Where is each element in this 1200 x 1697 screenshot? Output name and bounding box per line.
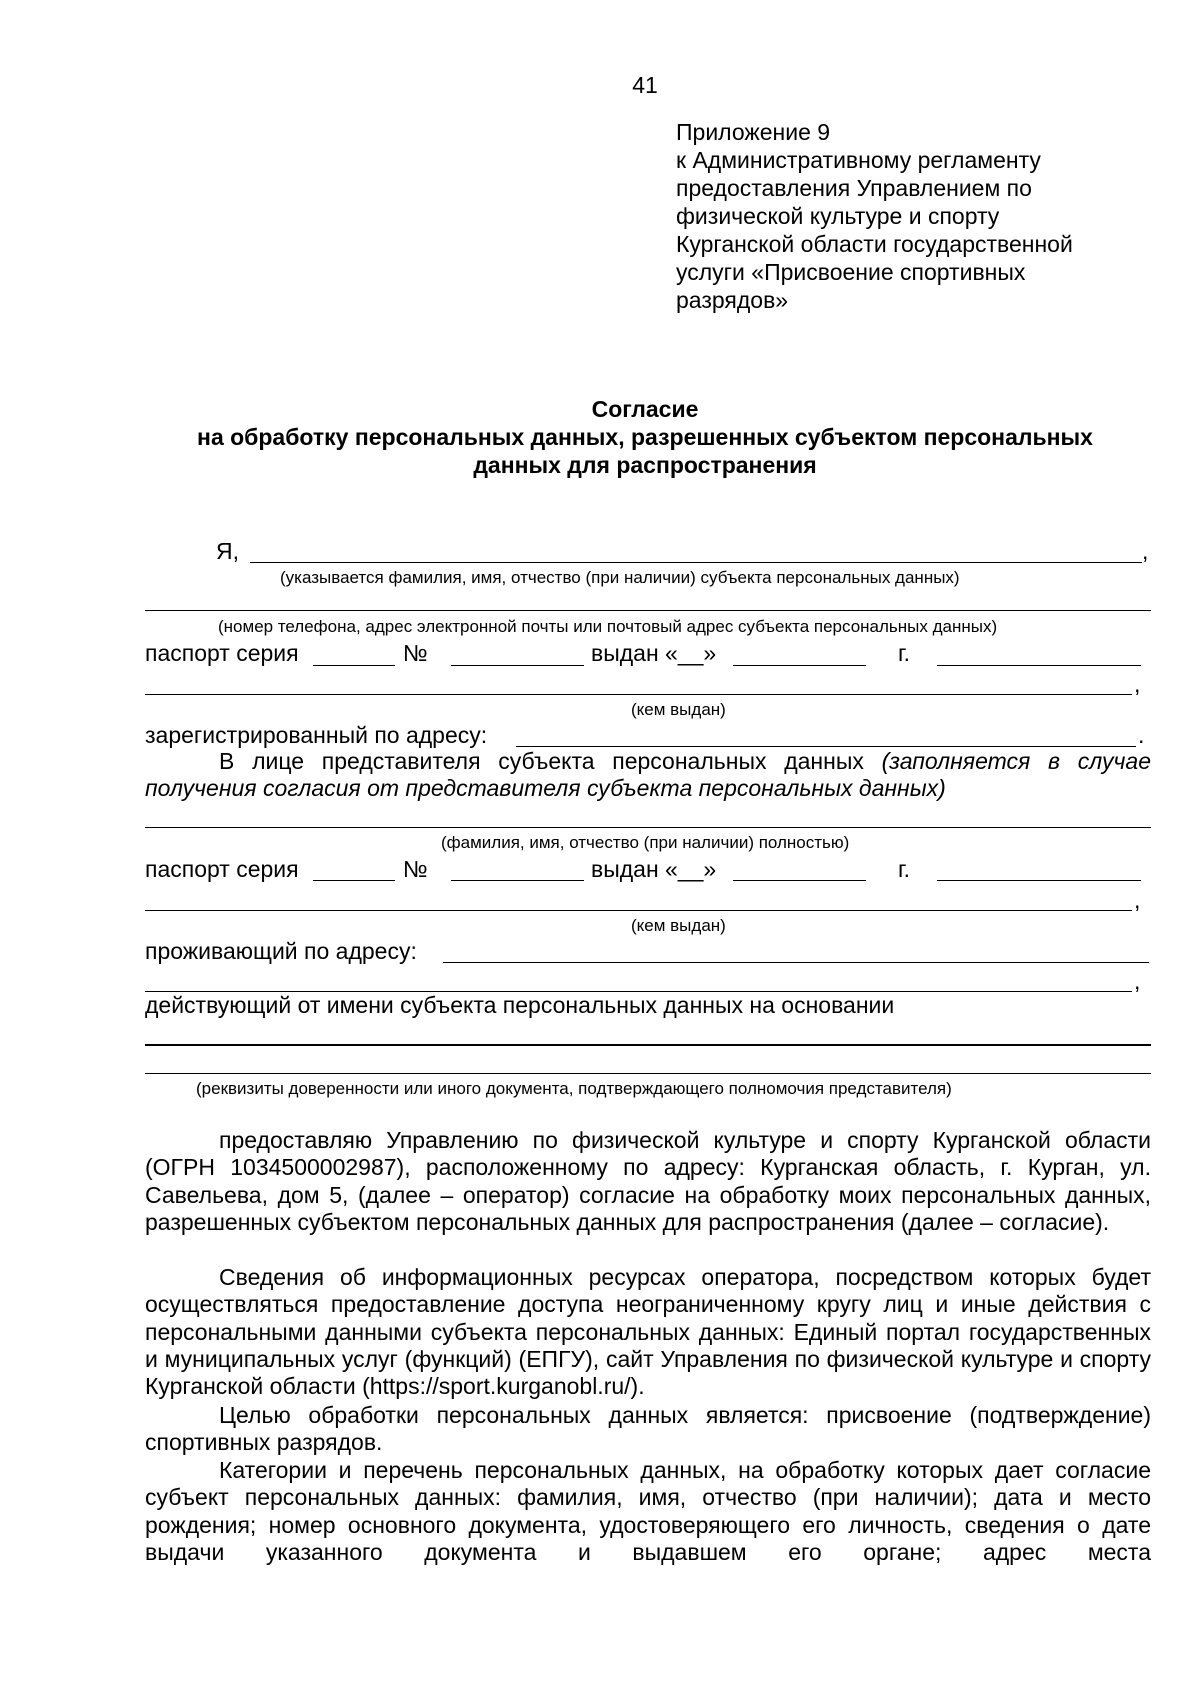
comma: , [1134,887,1141,913]
rep-issued-by-caption: (кем выдан) [631,916,726,935]
body-paragraph-1: предоставляю Управлению по физической культуре и спорту Курганской области (ОГРН 1034500002987), расположенному по адресу: Курганская область, г. Курган, ул. Савельева, дом 5, (далее – оператор) согласие на обработку моих персональных данных, разрешенных субъектом персональных данных для распространения (далее – согласие). [145,1127,1151,1235]
number-sign: № [403,640,428,666]
contacts-line[interactable] [145,610,1151,611]
appendix-line: разрядов» [676,287,789,313]
passport-number-line[interactable] [451,665,584,666]
registered-address-line[interactable] [516,746,1136,747]
rep-issued-date-line[interactable] [733,880,866,881]
issued-date-line[interactable] [733,665,866,666]
fio-line[interactable] [250,562,1142,563]
issued-by-caption: (кем выдан) [631,700,726,719]
body-paragraph-4: Категории и перечень персональных данных, на обработку которых дает согласие субъект персональных данных: фамилия, имя, отчество (при наличии); дата и место рождения; номер основного документа, удостоверяющего его личность, сведения о дате выдачи указанного документа и выдавшем его органе; адрес места [145,1457,1151,1565]
power-of-attorney-line[interactable] [145,1044,1151,1046]
rep-passport-series-line[interactable] [313,880,395,881]
appendix-line: Приложение 9 [676,119,831,145]
document-title [145,395,1145,479]
comma: , [1134,968,1141,994]
issued-label: выдан «__» [591,640,717,666]
registered-label: зарегистрированный по адресу: [145,722,488,748]
fio-caption: (указывается фамилия, имя, отчество (при наличии) субъекта персональных данных) [280,568,960,587]
rep-passport-number-line[interactable] [451,880,584,881]
rep-issued-year-line[interactable] [937,880,1141,881]
passport-label: паспорт серия [145,640,299,666]
title-line: данных для распространения [473,452,817,478]
title-line: Согласие [591,396,699,422]
body-paragraph-2: Сведения об информационных ресурсах оператора, посредством которых будет осуществляться предоставление доступа неограниченному кругу лиц и иные действия с персональными данными субъекта персональных данных: Единый портал государственных и муниципальных услуг (функций) (ЕПГУ), сайт Управления по физической культуре и спорту Курганской области (https://sport.kurganobl.ru/). [145,1264,1151,1400]
title-line: на обработку персональных данных, разрешенных субъектом персональных [197,424,1093,450]
appendix-line: к Административному регламенту [676,147,1041,173]
acting-label: действующий от имени субъекта персональных данных на основании [145,992,895,1018]
rep-issued-by-line[interactable] [145,910,1132,911]
comma: , [1142,538,1149,564]
year-label: г. [898,640,910,666]
representative-paragraph [145,748,1151,803]
ya-label: Я, [216,538,239,564]
page-number: 41 [632,72,658,98]
year-label: г. [898,856,910,882]
comma: , [1134,671,1141,697]
power-caption: (реквизиты доверенности или иного документа, подтверждающего полномочия представителя) [196,1079,952,1098]
appendix-line: предоставления Управлением по [676,175,1032,201]
residing-label: проживающий по адресу: [145,938,417,964]
period: . [1138,722,1145,748]
passport-label: паспорт серия [145,856,299,882]
body-paragraph-3: Целью обработки персональных данных является: присвоение (подтверждение) спортивных разрядов. [145,1402,1151,1456]
appendix-line: услуги «Присвоение спортивных [676,259,1026,285]
representative-intro: В лице представителя субъекта персональных данных [219,748,864,774]
representative-note: (заполняется в случае получения согласия от представителя субъекта персональных данных) [145,748,1151,802]
residing-address-line[interactable] [443,962,1149,963]
contacts-caption: (номер телефона, адрес электронной почты или почтовый адрес субъекта персональных данных) [218,617,998,636]
appendix-line: физической культуре и спорту [676,203,1000,229]
passport-series-line[interactable] [313,665,395,666]
rep-fio-line[interactable] [145,827,1151,828]
appendix-note [676,118,1156,314]
rep-fio-caption: (фамилия, имя, отчество (при наличии) полностью) [441,833,850,852]
number-sign: № [403,856,428,882]
appendix-line: Курганской области государственной [676,231,1073,257]
issued-by-line[interactable] [145,694,1132,695]
issued-year-line[interactable] [937,665,1141,666]
power-of-attorney-line-2[interactable] [145,1073,1151,1074]
issued-label: выдан «__» [591,856,717,882]
